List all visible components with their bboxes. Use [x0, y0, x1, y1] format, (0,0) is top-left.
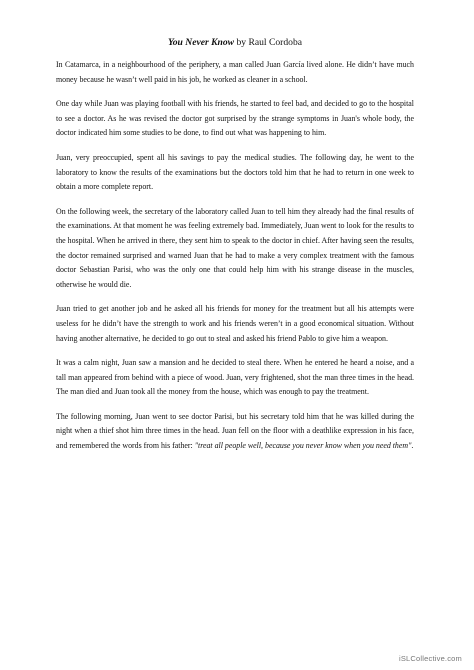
paragraph-7	[56, 410, 414, 454]
author-byline: by Raul Cordoba	[234, 37, 303, 48]
paragraph-3: Juan, very preoccupied, spent all his savings to pay the medical studies. The following day, he went to the laboratory to know the results of the examinations but the doctors told him that he had to return in one week to obtain a more complete report.	[56, 152, 414, 192]
father-quote: "treat all people well, because you never know when you need them"	[194, 441, 412, 451]
paragraph-1: In Catamarca, in a neighbourhood of the periphery, a man called Juan García lived alone. He didn’t have much money because he wasn’t well paid in his job, he worked as cleaner in a school.	[56, 60, 414, 84]
paragraph-5: Juan tried to get another job and he asked all his friends for money for the treatment but all his attempts were useless for he didn’t have the strength to work and his friends weren’t in a good economical situation. Without having another alternative, he decided to go out to steal and asked his friend Pablo to give him a weapon.	[56, 304, 414, 343]
paragraph-7-text: The following morning, Juan went to see doctor Parisi, but his secretary told him that he was killed during the night when a thief shot him three times in the head. Juan fell on the floor with a deathlike expression in his face, and remembered the words from his father:	[56, 411, 414, 451]
story-title: You Never Know	[167, 37, 235, 48]
paragraph-6: It was a calm night, Juan saw a mansion and he decided to steal there. When he entered he heard a noise, and a tall man appeared from behind with a piece of wood. Juan, very frightened, shot the man three times in the head. The man died and Juan took all the money from the house, which was enough to pay the treatment.	[56, 358, 414, 397]
paragraph-4: On the following week, the secretary of the laboratory called Juan to tell him they already had the final results of the examinations. At that moment he was feeling extremely bad. Immediately, Juan went to look for the results to the hospital. When he arrived in there, they sent him to speak to the doctor in chief. After having seen the results, the doctor remained surprised and warned Juan that he had to make a very complex treatment with the famous doctor Sebastian Parisi, who was the only one that could help him with his strange disease in the muscles, otherwise he would die.	[56, 206, 414, 289]
paragraph-2: One day while Juan was playing football with his friends, he started to feel bad, and decided to go to the hospital to see a doctor. As he was revised the doctor got surprised by the strange symptoms in Juan's whole body, the doctor indicated him some studies to be done, to find out what was happening to him.	[56, 99, 414, 138]
site-watermark: iSLCollective.com	[398, 654, 462, 663]
title-line	[56, 36, 414, 49]
paragraph-7-end: .	[411, 441, 414, 451]
document-page	[56, 36, 414, 454]
